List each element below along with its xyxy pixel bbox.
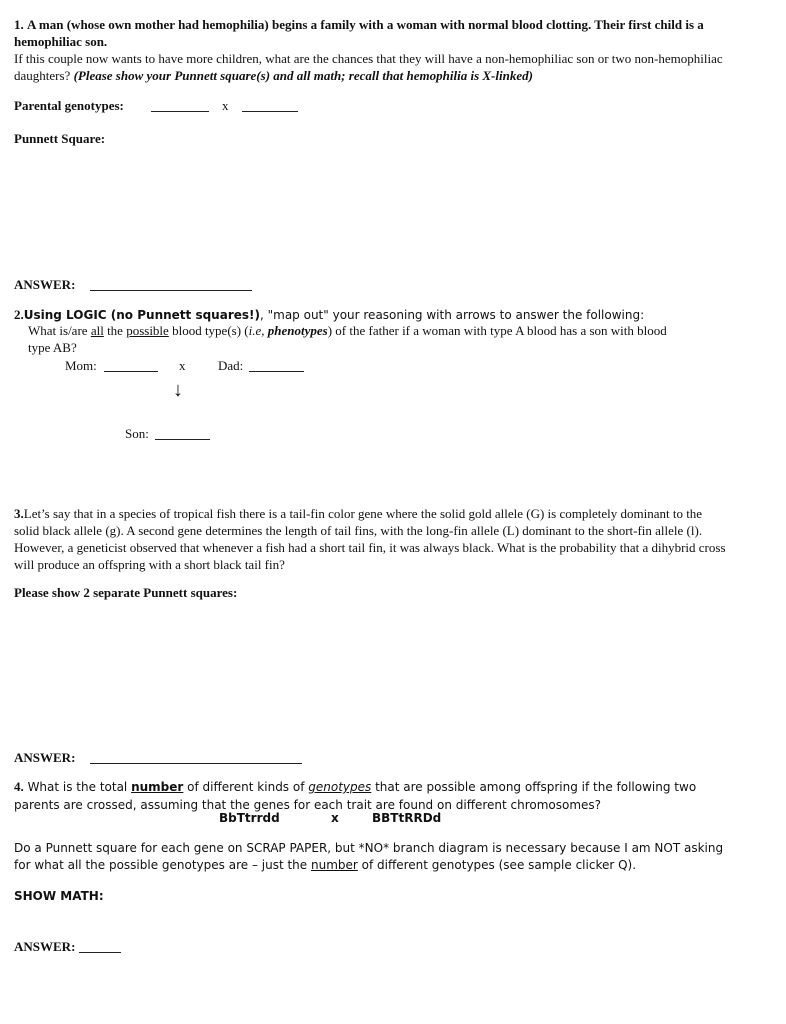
q2-text: , "map out" your reasoning with arrows to answer the following: — [259, 308, 645, 322]
q2-bold-text: Using LOGIC (no Punnett squares!) — [23, 308, 260, 322]
q2-line2-all: all — [90, 323, 104, 338]
q1-answer-blank[interactable] — [90, 279, 252, 291]
q4-instructions — [14, 840, 734, 874]
q2-line2-d: ) of the father if a woman with type A blood has a son with blood — [327, 323, 667, 338]
q1-instructions: (Please show your Punnett square(s) and all math; recall that hemophilia is X-linked) — [73, 68, 533, 83]
parent1-genotype: BbTtrrdd — [219, 811, 280, 825]
q3-question — [14, 505, 728, 573]
parent2-genotype-blank[interactable] — [242, 100, 298, 112]
down-arrow-icon: ↓ — [173, 379, 183, 401]
q4-text-a: What is the total — [23, 780, 132, 794]
q2-line2-possible: possible — [126, 323, 169, 338]
q2-line2-b: the — [103, 323, 127, 338]
q1-answer-label: ANSWER: — [14, 277, 76, 292]
q4-answer-blank[interactable] — [79, 941, 121, 953]
q3-answer-label: ANSWER: — [14, 750, 76, 765]
q2-line2-ie: i.e, — [248, 323, 268, 338]
mom-label: Mom: — [65, 358, 97, 373]
q4-instructions-b: of different genotypes (see sample clicker Q). — [357, 858, 637, 872]
q4-answer-label: ANSWER: — [14, 939, 76, 954]
q3-number: 3. — [14, 506, 24, 521]
q2-line2-a: What is/are — [28, 323, 91, 338]
parent1-genotype-blank[interactable] — [151, 100, 209, 112]
q3-punnett-label: Please show 2 separate Punnett squares: — [14, 585, 238, 600]
parent2-genotype: BBTtRRDd — [372, 811, 442, 825]
q4-instructions-a: Do a Punnett square for each gene on SCRAP PAPER, but *NO* branch diagram is necessary because I am NOT asking for what all the possible genotypes are – just the — [14, 841, 724, 872]
dad-genotype-blank[interactable] — [249, 360, 304, 372]
q4-text-c: that are possible among offspring if the following two parents are crossed, assuming that the genes for each trait are found on different chromosomes? — [14, 780, 697, 812]
son-label: Son: — [125, 426, 149, 441]
q4-text-number: number — [131, 780, 184, 794]
q2-line3: type AB? — [28, 340, 77, 355]
q1-number: 1. — [14, 17, 24, 32]
q4-cross-symbol: x — [331, 811, 339, 825]
q4-text-b: of different kinds of — [183, 780, 309, 794]
q2-line2 — [28, 322, 734, 339]
son-genotype-blank[interactable] — [155, 428, 210, 440]
q2-number: 2. — [14, 307, 24, 322]
q2-line2-c: blood type(s) ( — [168, 323, 249, 338]
q1-body — [14, 50, 726, 84]
q2-cross-symbol: x — [179, 358, 186, 373]
show-math-label: SHOW MATH: — [14, 889, 104, 903]
q3-answer-blank[interactable] — [90, 752, 302, 764]
q1-cross-symbol: x — [222, 98, 229, 113]
q1-parental-genotypes-row — [14, 97, 124, 114]
q4-question — [14, 778, 728, 814]
q2-line2-phenotypes: phenotypes — [267, 323, 328, 338]
q4-instructions-number: number — [310, 858, 358, 872]
q1-punnett-label: Punnett Square: — [14, 131, 106, 146]
q4-text-genotypes: genotypes — [308, 780, 372, 794]
mom-genotype-blank[interactable] — [104, 360, 158, 372]
q4-number: 4. — [14, 779, 24, 794]
dad-label: Dad: — [218, 358, 244, 373]
q3-text: Let’s say that in a species of tropical fish there is a tail-fin color gene where the solid gold allele (G) is completely dominant to the solid black allele (g). A second gene determines the length of tail fins, with the long-fin allele (L) dominant to the short-fin allele (l). However, a geneticist observed that whenever a fish had a short tail fin, it was always black. What is the probability that a dihybrid cross will produce an offspring with a short black tail fin? — [14, 506, 726, 572]
q1-body-text: If this couple now wants to have more children, what are the chances that they will have a non-hemophiliac son or two non-hemophiliac daughters? — [14, 51, 723, 83]
parental-genotypes-label: Parental genotypes: — [14, 98, 124, 113]
q1-question — [14, 16, 726, 50]
q1-bold-text: A man (whose own mother had hemophilia) begins a family with a woman with normal blood clotting. Their first child is a hemophiliac son. — [14, 17, 704, 49]
